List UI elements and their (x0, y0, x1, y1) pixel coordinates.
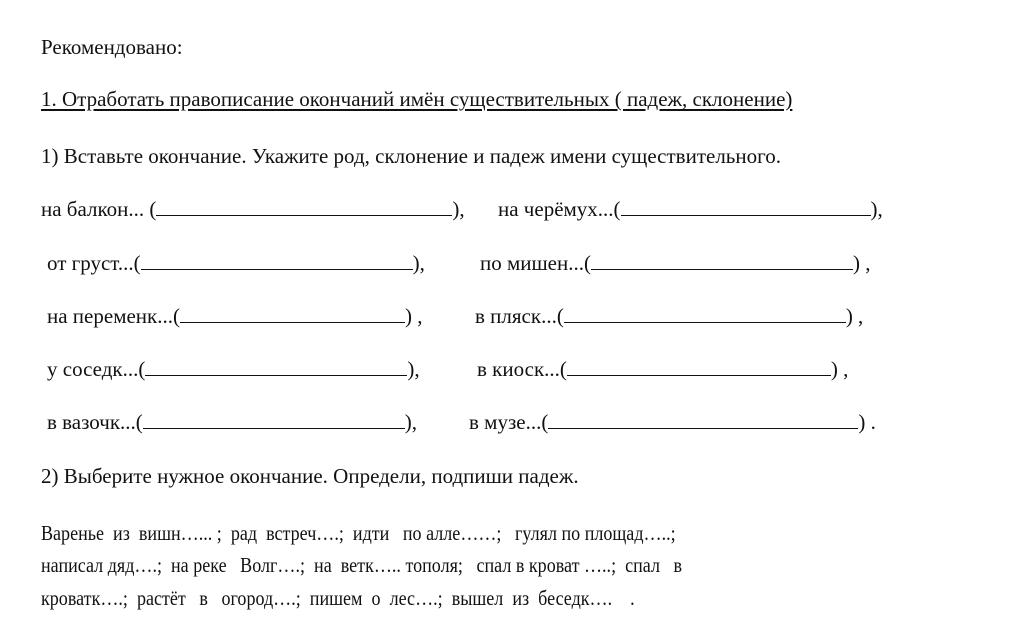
exercise-item (477, 356, 848, 382)
punct: ) , (404, 304, 423, 328)
answer-blank[interactable] (141, 251, 413, 270)
answer-blank[interactable] (591, 251, 853, 270)
task-2-line: написал дяд….; на реке Волг….; на ветк….. тополя; спал в кроват …..; спал в (41, 553, 683, 577)
task-2-line: Варенье из вишн…... ; рад встреч….; идти по алле……; гулял по площад…..; (41, 521, 676, 545)
word: на балкон... ( (41, 197, 157, 221)
answer-blank[interactable] (621, 197, 871, 216)
word: в пляск...( (475, 304, 564, 328)
answer-blank[interactable] (143, 410, 405, 429)
exercise-item (47, 250, 425, 276)
word: по мишен...( (480, 251, 591, 275)
exercise-item (480, 250, 871, 276)
answer-blank[interactable] (567, 357, 831, 376)
punct: ), (452, 197, 465, 221)
exercise-item (469, 409, 876, 435)
punct: ) , (830, 357, 849, 381)
exercise-item (47, 409, 417, 435)
punct: ) , (853, 251, 871, 275)
task-2-line: кроватк….; растёт в огород….; пишем о лес….; вышел из беседк…. . (41, 586, 635, 610)
punct: ), (870, 197, 883, 221)
answer-blank[interactable] (156, 197, 452, 216)
punct: ), (407, 357, 420, 381)
word: от груст...( (47, 251, 141, 275)
answer-blank[interactable] (548, 410, 858, 429)
word: на черёмух...( (498, 197, 621, 221)
punct: ), (404, 410, 418, 434)
answer-blank[interactable] (180, 304, 405, 323)
exercise-item (47, 303, 422, 329)
exercise-item (47, 356, 420, 382)
word: в киоск...( (477, 357, 567, 381)
word: в вазочк...( (47, 410, 143, 434)
exercise-item (475, 303, 863, 329)
word: в музе...( (469, 410, 549, 434)
word: у соседк...( (47, 357, 146, 381)
answer-blank[interactable] (145, 357, 407, 376)
exercise-item (41, 196, 465, 222)
exercise-item (498, 196, 883, 222)
task-1-instruction: 1) Вставьте окончание. Укажите род, склонение и падеж имени существительного. (41, 144, 781, 168)
punct: ) , (845, 304, 864, 328)
answer-blank[interactable] (564, 304, 846, 323)
punct: ) . (858, 410, 876, 434)
punct: ), (412, 251, 425, 275)
section-title: 1. Отработать правописание окончаний имён существительных ( падеж, склонение) (41, 87, 793, 111)
word: на переменк...( (47, 304, 180, 328)
heading: Рекомендовано: (41, 35, 183, 59)
task-2-instruction: 2) Выберите нужное окончание. Определи, подпиши падеж. (41, 464, 579, 488)
